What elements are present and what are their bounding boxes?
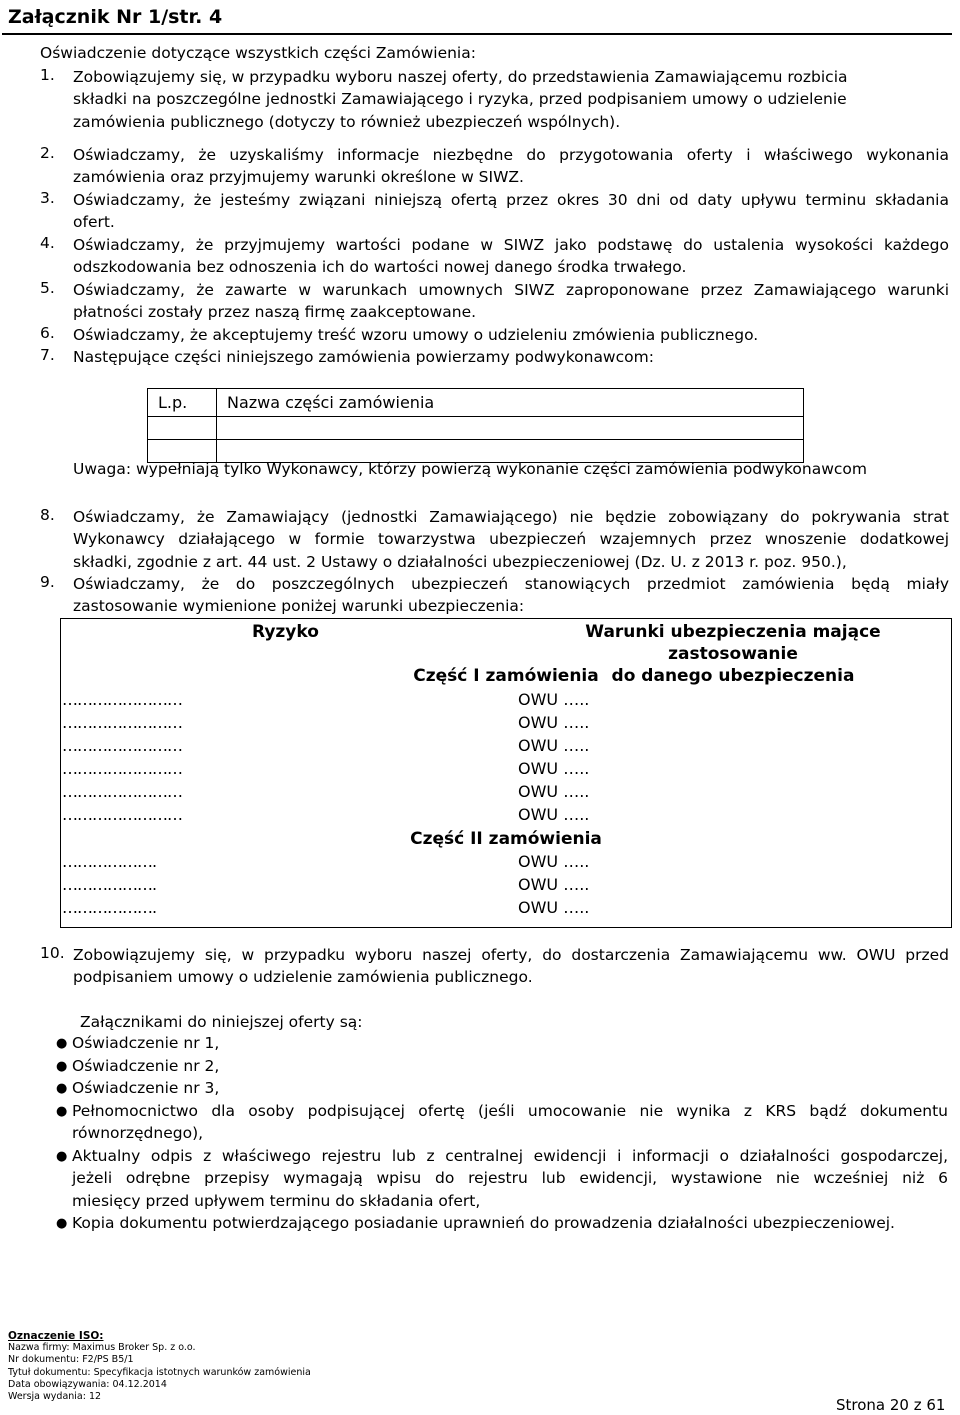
footer-line: Data obowiązywania: 04.12.2014 (8, 1378, 167, 1390)
point-text (73, 944, 949, 989)
table-row (61, 736, 951, 759)
line: miesięcy przed upływem terminu do składania ofert, (72, 1191, 481, 1210)
list-item-text: Oświadczenie nr 3, (72, 1079, 220, 1097)
line: Oświadczamy, że przyjmujemy wartości podane w SIWZ jako podstawę do ustalenia wysokości każdego (73, 236, 949, 254)
line: składki na poszczególne jednostki Zamawiającego i ryzyka, przed podpisaniem umowy o udzielenie (73, 90, 847, 109)
risk-placeholder[interactable]: ………………. (62, 852, 157, 871)
bullet-icon: ● (56, 1059, 68, 1074)
table-cell[interactable] (217, 417, 804, 440)
iso-label: Oznaczenie ISO: (8, 1330, 104, 1342)
line: Oświadczamy, że Zamawiający (jednostki Zamawiającego) nie będzie zobowiązany do pokrywania strat (73, 508, 949, 526)
owu-value[interactable]: OWU ….. (518, 736, 590, 755)
list-item-text: Kopia dokumentu potwierdzającego posiadanie uprawnień do prowadzenia działalności ubezpieczeniowej. (72, 1214, 895, 1232)
footer-line: Nr dokumentu: F2/PS B5/1 (8, 1354, 134, 1366)
bullet-icon: ● (56, 1149, 68, 1164)
point-number: 5. (40, 279, 55, 297)
table-row (61, 852, 951, 875)
owu-value[interactable]: OWU ….. (518, 782, 590, 801)
bullet-icon: ● (56, 1216, 68, 1231)
insurance-conditions-table (60, 618, 952, 928)
footer-line: Wersja wydania: 12 (8, 1391, 102, 1403)
iso-footer (8, 1330, 311, 1403)
point-number: 2. (40, 144, 55, 162)
table-header-risk: Ryzyko (252, 622, 319, 642)
line: zamówienia publicznego (dotyczy to również ubezpieczeń wspólnych). (73, 112, 621, 131)
attachments-heading: Załącznikami do niniejszej oferty są: (80, 1013, 363, 1031)
line: Oświadczamy, że do poszczególnych ubezpieczeń stanowiących przedmiot zamówienia będą miały (73, 575, 949, 593)
risk-placeholder[interactable]: …………………… (62, 759, 182, 778)
point-text (73, 506, 949, 573)
list-item-text: Oświadczenie nr 1, (72, 1034, 220, 1052)
bullet-icon: ● (56, 1036, 68, 1051)
table-row (61, 713, 951, 736)
risk-placeholder[interactable]: …………………… (62, 713, 182, 732)
table-row (61, 805, 951, 828)
risk-placeholder[interactable]: …………………… (62, 805, 182, 824)
table-cell[interactable] (148, 417, 217, 440)
footer-line: Nazwa firmy: Maximus Broker Sp. z o.o. (8, 1342, 196, 1354)
owu-value[interactable]: OWU ….. (518, 875, 590, 894)
section-title-part-1: Część I zamówienia (413, 666, 599, 686)
subcontractor-note: Uwaga: wypełniają tylko Wykonawcy, którzy powierzą wykonanie części zamówienia podwykonawcom (73, 460, 867, 478)
list-item-text (72, 1145, 948, 1212)
table-header-cell: Nazwa części zamówienia (217, 389, 804, 417)
point-number: 8. (40, 506, 55, 524)
owu-value[interactable]: OWU ….. (518, 852, 590, 871)
line: składki, zgodnie z art. 44 ust. 2 Ustawy o działalności ubezpieczeniowej (Dz. U. z 2013 r. poz. 950.), (73, 552, 847, 571)
point-number: 9. (40, 573, 55, 591)
risk-placeholder[interactable]: ………………. (62, 898, 157, 917)
point-number: 3. (40, 189, 55, 207)
point-text (73, 234, 949, 279)
point-text (73, 279, 949, 324)
table-row (148, 417, 804, 440)
line: zastosowanie wymienione poniżej warunki ubezpieczenia: (73, 597, 525, 616)
page-number: Strona 20 z 61 (836, 1396, 946, 1414)
line: odszkodowania bez odnoszenia ich do wartości nowej danego środka trwałego. (73, 258, 687, 277)
point-number: 10. (40, 944, 65, 962)
point-text: Oświadczamy, że akceptujemy treść wzoru umowy o udzieleniu zmówienia publicznego. (73, 326, 759, 344)
point-text: Następujące części niniejszego zamówienia powierzamy podwykonawcom: (73, 348, 654, 366)
line: jeżeli odrębne przepisy wymagają wpisu do rejestru lub ewidencji, wystawione nie wcześniej niż 6 (72, 1169, 948, 1188)
table-row (61, 690, 951, 713)
risk-placeholder[interactable]: …………………… (62, 736, 182, 755)
header-line: do danego ubezpieczenia (611, 666, 855, 686)
owu-value[interactable]: OWU ….. (518, 805, 590, 824)
line: Zobowiązujemy się, w przypadku wyboru naszej oferty, do dostarczenia Zamawiającemu ww. OWU przed (73, 946, 949, 964)
list-item-text (72, 1100, 948, 1145)
point-number: 4. (40, 234, 55, 252)
header-divider (2, 33, 952, 35)
line: zamówienia oraz przyjmujemy warunki określone w SIWZ. (73, 168, 524, 187)
owu-value[interactable]: OWU ….. (518, 690, 590, 709)
line: podpisaniem umowy o udzielenie zamówienia publicznego. (73, 968, 533, 987)
bullet-icon: ● (56, 1104, 68, 1119)
point-text (73, 573, 949, 618)
point-number: 7. (40, 346, 55, 364)
table-row (61, 875, 951, 898)
owu-value[interactable]: OWU ….. (518, 759, 590, 778)
risk-placeholder[interactable]: …………………… (62, 690, 182, 709)
owu-value[interactable]: OWU ….. (518, 713, 590, 732)
table-header-cell: L.p. (148, 389, 217, 417)
point-number: 6. (40, 324, 55, 342)
line: równorzędnego), (72, 1124, 204, 1143)
line: Oświadczamy, że uzyskaliśmy informacje niezbędne do przygotowania oferty i właściwego wykonania (73, 146, 949, 164)
line: Zobowiązujemy się, w przypadku wyboru naszej oferty, do przedstawienia Zamawiającemu rozbicia (73, 68, 848, 86)
bullet-icon: ● (56, 1081, 68, 1096)
line: ofert. (73, 213, 115, 232)
risk-placeholder[interactable]: …………………… (62, 782, 182, 801)
footer-line: Tytuł dokumentu: Specyfikacja istotnych warunków zamówienia (8, 1366, 311, 1378)
page-header (0, 0, 952, 34)
page-title: Załącznik Nr 1/str. 4 (8, 6, 223, 28)
line: Wykonawcy działającego w formie towarzystwa ubezpieczeń wzajemnych przez wnoszenie dodatkowej (73, 530, 949, 549)
point-text (73, 66, 949, 133)
point-text (73, 189, 949, 234)
section-title-part-2: Część II zamówienia (410, 829, 602, 849)
line: Oświadczamy, że zawarte w warunkach umownych SIWZ zaproponowane przez Zamawiającego warunki (73, 281, 949, 299)
point-text (73, 144, 949, 189)
subcontractor-table (147, 388, 804, 463)
header-line: Warunki ubezpieczenia mające zastosowanie (585, 622, 881, 664)
line: Pełnomocnictwo dla osoby podpisującej ofertę (jeśli umocowanie nie wynika z KRS bądź dokumentu (72, 1102, 948, 1120)
table-row (61, 782, 951, 805)
line: Aktualny odpis z właściwego rejestru lub z centralnej ewidencji i informacji o działalności gospodarczej, (72, 1147, 948, 1165)
risk-placeholder[interactable]: ………………. (62, 875, 157, 894)
line: płatności zostały przez naszą firmę zaakceptowane. (73, 303, 477, 322)
table-row (148, 389, 804, 417)
table-row (61, 898, 951, 921)
point-number: 1. (40, 66, 55, 84)
intro-text: Oświadczenie dotyczące wszystkich części Zamówienia: (40, 44, 476, 62)
line: Oświadczamy, że jesteśmy związani niniejszą ofertą przez okres 30 dni od daty upływu terminu składania (73, 191, 949, 209)
table-row (61, 759, 951, 782)
owu-value[interactable]: OWU ….. (518, 898, 590, 917)
list-item-text: Oświadczenie nr 2, (72, 1057, 220, 1075)
